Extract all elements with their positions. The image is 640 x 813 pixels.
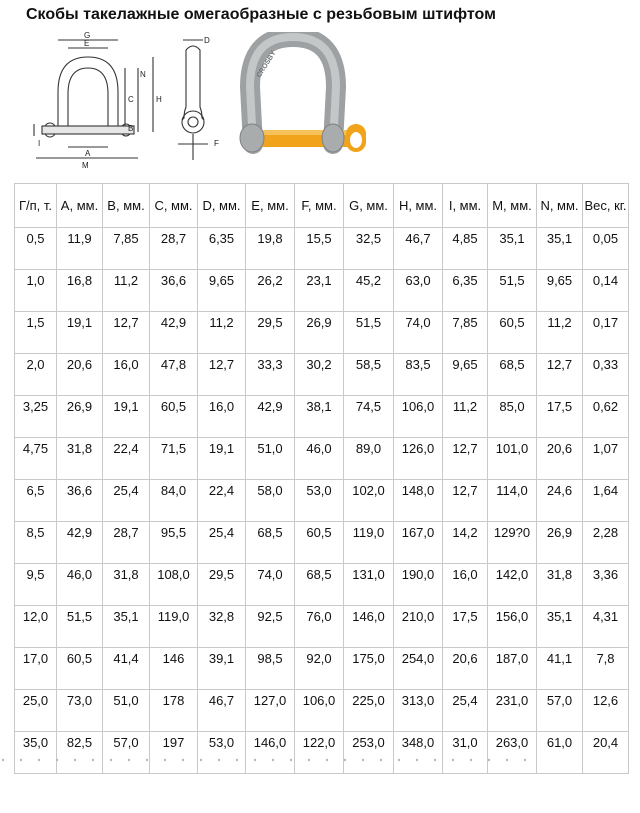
table-cell: 4,85 — [443, 228, 488, 270]
dim-label-a: A — [85, 149, 91, 158]
table-cell: 4,75 — [15, 438, 57, 480]
table-cell: 0,33 — [583, 354, 629, 396]
table-cell: 8,5 — [15, 522, 57, 564]
table-cell: 6,35 — [198, 228, 246, 270]
table-cell: 11,2 — [537, 312, 583, 354]
table-cell: 12,7 — [198, 354, 246, 396]
table-cell: 210,0 — [394, 606, 443, 648]
table-cell: 25,0 — [15, 690, 57, 732]
table-cell: 129?0 — [488, 522, 537, 564]
table-cell: 92,0 — [295, 648, 344, 690]
table-cell: 25,4 — [103, 480, 150, 522]
table-cell: 35,1 — [537, 228, 583, 270]
table-cell: 60,5 — [488, 312, 537, 354]
table-cell: 108,0 — [150, 564, 198, 606]
table-cell: 35,1 — [537, 606, 583, 648]
table-cell: 29,5 — [198, 564, 246, 606]
table-cell: 60,5 — [295, 522, 344, 564]
table-cell: 39,1 — [198, 648, 246, 690]
table-cell: 92,5 — [246, 606, 295, 648]
table-cell: 6,5 — [15, 480, 57, 522]
table-cell: 42,9 — [57, 522, 103, 564]
separator-dot — [200, 759, 202, 761]
table-cell: 102,0 — [344, 480, 394, 522]
dim-label-m: M — [82, 161, 89, 170]
table-cell: 0,17 — [583, 312, 629, 354]
table-cell: 190,0 — [394, 564, 443, 606]
table-cell: 46,7 — [198, 690, 246, 732]
col-header: D, мм. — [198, 184, 246, 228]
dim-label-c: C — [128, 95, 134, 104]
table-cell: 17,5 — [537, 396, 583, 438]
shackle-drawings — [28, 32, 628, 182]
separator-dot — [272, 759, 274, 761]
table-cell: 119,0 — [344, 522, 394, 564]
table-cell: 126,0 — [394, 438, 443, 480]
table-cell: 45,2 — [344, 270, 394, 312]
table-cell: 11,2 — [103, 270, 150, 312]
separator-dot — [218, 759, 220, 761]
table-cell: 0,05 — [583, 228, 629, 270]
separator-dot — [416, 759, 418, 761]
table-cell: 53,0 — [295, 480, 344, 522]
separator-dot — [92, 759, 94, 761]
table-cell: 101,0 — [488, 438, 537, 480]
table-cell: 16,0 — [103, 354, 150, 396]
table-cell: 106,0 — [295, 690, 344, 732]
separator-dot — [326, 759, 328, 761]
table-cell: 38,1 — [295, 396, 344, 438]
table-cell: 9,65 — [443, 354, 488, 396]
table-cell: 60,5 — [57, 648, 103, 690]
col-header: E, мм. — [246, 184, 295, 228]
col-header: B, мм. — [103, 184, 150, 228]
table-cell: 167,0 — [394, 522, 443, 564]
table-cell: 187,0 — [488, 648, 537, 690]
table-cell: 51,0 — [103, 690, 150, 732]
table-cell: 175,0 — [344, 648, 394, 690]
table-row — [15, 228, 629, 270]
separator-dot — [236, 759, 238, 761]
table-cell: 24,6 — [537, 480, 583, 522]
table-cell: 51,5 — [57, 606, 103, 648]
page-title: Скобы такелажные омегаобразные с резьбовым штифтом — [26, 6, 496, 23]
table-row — [15, 438, 629, 480]
table-cell: 2,0 — [15, 354, 57, 396]
table-cell: 20,6 — [443, 648, 488, 690]
table-cell: 32,8 — [198, 606, 246, 648]
separator-dot — [308, 759, 310, 761]
col-header: F, мм. — [295, 184, 344, 228]
table-cell: 146,0 — [344, 606, 394, 648]
table-cell: 9,65 — [537, 270, 583, 312]
separator-dot — [254, 759, 256, 761]
col-header: H, мм. — [394, 184, 443, 228]
col-header: N, мм. — [537, 184, 583, 228]
separator-dot — [20, 759, 22, 761]
col-header: C, мм. — [150, 184, 198, 228]
table-cell: 74,0 — [246, 564, 295, 606]
table-row — [15, 732, 629, 774]
table-cell: 253,0 — [344, 732, 394, 774]
table-cell: 31,0 — [443, 732, 488, 774]
table-cell: 51,5 — [488, 270, 537, 312]
table-row — [15, 396, 629, 438]
table-cell: 156,0 — [488, 606, 537, 648]
separator-dot — [128, 759, 130, 761]
table-cell: 11,2 — [198, 312, 246, 354]
table-cell: 29,5 — [246, 312, 295, 354]
table-cell: 61,0 — [537, 732, 583, 774]
table-cell: 98,5 — [246, 648, 295, 690]
table-cell: 3,36 — [583, 564, 629, 606]
table-row — [15, 270, 629, 312]
table-cell: 41,4 — [103, 648, 150, 690]
table-cell: 0,14 — [583, 270, 629, 312]
table-cell: 95,5 — [150, 522, 198, 564]
table-cell: 57,0 — [537, 690, 583, 732]
table-cell: 131,0 — [344, 564, 394, 606]
table-cell: 31,8 — [537, 564, 583, 606]
table-cell: 42,9 — [150, 312, 198, 354]
table-row — [15, 648, 629, 690]
table-cell: 26,9 — [537, 522, 583, 564]
table-cell: 12,6 — [583, 690, 629, 732]
table-cell: 57,0 — [103, 732, 150, 774]
table-cell: 12,0 — [15, 606, 57, 648]
front-view-drawing — [34, 40, 153, 158]
separator-dot — [524, 759, 526, 761]
table-cell: 82,5 — [57, 732, 103, 774]
dim-label-n: N — [140, 70, 146, 79]
table-cell: 68,5 — [295, 564, 344, 606]
separator-dot — [470, 759, 472, 761]
col-header: A, мм. — [57, 184, 103, 228]
table-cell: 85,0 — [488, 396, 537, 438]
table-cell: 127,0 — [246, 690, 295, 732]
separator-dot — [74, 759, 76, 761]
col-header: I, мм. — [443, 184, 488, 228]
separator-dot — [398, 759, 400, 761]
table-cell: 148,0 — [394, 480, 443, 522]
table-row — [15, 564, 629, 606]
table-cell: 35,1 — [103, 606, 150, 648]
table-cell: 20,6 — [537, 438, 583, 480]
table-cell: 12,7 — [443, 480, 488, 522]
shackle-photo — [240, 37, 366, 152]
table-row — [15, 522, 629, 564]
separator-dot — [146, 759, 148, 761]
table-cell: 42,9 — [246, 396, 295, 438]
table-cell: 83,5 — [394, 354, 443, 396]
table-cell: 1,5 — [15, 312, 57, 354]
table-cell: 0,62 — [583, 396, 629, 438]
table-cell: 73,0 — [57, 690, 103, 732]
table-cell: 146 — [150, 648, 198, 690]
table-cell: 12,7 — [103, 312, 150, 354]
table-cell: 11,9 — [57, 228, 103, 270]
table-cell: 19,8 — [246, 228, 295, 270]
table-cell: 254,0 — [394, 648, 443, 690]
table-cell: 142,0 — [488, 564, 537, 606]
table-cell: 36,6 — [150, 270, 198, 312]
table-cell: 16,0 — [443, 564, 488, 606]
table-cell: 46,7 — [394, 228, 443, 270]
table-cell: 2,28 — [583, 522, 629, 564]
table-cell: 15,5 — [295, 228, 344, 270]
separator-dot — [488, 759, 490, 761]
table-cell: 41,1 — [537, 648, 583, 690]
table-cell: 9,65 — [198, 270, 246, 312]
separator-dot — [452, 759, 454, 761]
table-cell: 20,4 — [583, 732, 629, 774]
separator-dot — [362, 759, 364, 761]
table-cell: 146,0 — [246, 732, 295, 774]
table-cell: 197 — [150, 732, 198, 774]
table-row — [15, 480, 629, 522]
separator-dot — [290, 759, 292, 761]
table-cell: 71,5 — [150, 438, 198, 480]
table-cell: 31,8 — [103, 564, 150, 606]
table-cell: 114,0 — [488, 480, 537, 522]
table-cell: 19,1 — [198, 438, 246, 480]
table-cell: 20,6 — [57, 354, 103, 396]
table-cell: 19,1 — [57, 312, 103, 354]
separator-dot — [164, 759, 166, 761]
table-cell: 225,0 — [344, 690, 394, 732]
table-cell: 35,0 — [15, 732, 57, 774]
table-cell: 84,0 — [150, 480, 198, 522]
table-cell: 16,8 — [57, 270, 103, 312]
table-cell: 46,0 — [295, 438, 344, 480]
col-header: Вес, кг. — [583, 184, 629, 228]
table-cell: 68,5 — [488, 354, 537, 396]
table-cell: 6,35 — [443, 270, 488, 312]
separator-dot — [38, 759, 40, 761]
table-cell: 9,5 — [15, 564, 57, 606]
table-cell: 63,0 — [394, 270, 443, 312]
table-cell: 12,7 — [443, 438, 488, 480]
dim-label-d: D — [204, 36, 210, 45]
table-cell: 30,2 — [295, 354, 344, 396]
table-cell: 7,85 — [443, 312, 488, 354]
table-cell: 17,5 — [443, 606, 488, 648]
table-cell: 60,5 — [150, 396, 198, 438]
dotted-separator — [0, 755, 640, 765]
table-cell: 32,5 — [344, 228, 394, 270]
separator-dot — [110, 759, 112, 761]
table-cell: 14,2 — [443, 522, 488, 564]
table-cell: 51,5 — [344, 312, 394, 354]
table-cell: 26,9 — [295, 312, 344, 354]
table-cell: 26,2 — [246, 270, 295, 312]
table-cell: 89,0 — [344, 438, 394, 480]
table-cell: 0,5 — [15, 228, 57, 270]
specs-table-body — [15, 228, 629, 774]
table-cell: 263,0 — [488, 732, 537, 774]
table-cell: 74,5 — [344, 396, 394, 438]
table-cell: 26,9 — [57, 396, 103, 438]
separator-dot — [56, 759, 58, 761]
separator-dot — [182, 759, 184, 761]
table-cell: 17,0 — [15, 648, 57, 690]
dim-label-b: B — [128, 124, 134, 133]
dim-label-f: F — [214, 139, 219, 148]
table-cell: 28,7 — [103, 522, 150, 564]
separator-dot — [506, 759, 508, 761]
table-cell: 7,85 — [103, 228, 150, 270]
separator-dot — [434, 759, 436, 761]
separator-dot — [344, 759, 346, 761]
table-cell: 46,0 — [57, 564, 103, 606]
col-header: M, мм. — [488, 184, 537, 228]
table-row — [15, 312, 629, 354]
table-cell: 22,4 — [198, 480, 246, 522]
table-cell: 313,0 — [394, 690, 443, 732]
specs-table — [14, 183, 629, 774]
table-cell: 231,0 — [488, 690, 537, 732]
table-cell: 122,0 — [295, 732, 344, 774]
col-header: G, мм. — [344, 184, 394, 228]
table-cell: 1,07 — [583, 438, 629, 480]
table-cell: 16,0 — [198, 396, 246, 438]
table-cell: 23,1 — [295, 270, 344, 312]
table-cell: 1,64 — [583, 480, 629, 522]
table-cell: 35,1 — [488, 228, 537, 270]
table-cell: 51,0 — [246, 438, 295, 480]
table-cell: 25,4 — [443, 690, 488, 732]
table-cell: 11,2 — [443, 396, 488, 438]
table-cell: 4,31 — [583, 606, 629, 648]
table-cell: 348,0 — [394, 732, 443, 774]
table-cell: 31,8 — [57, 438, 103, 480]
dim-label-e: E — [84, 39, 90, 48]
col-header: Г/п, т. — [15, 184, 57, 228]
table-cell: 74,0 — [394, 312, 443, 354]
table-row — [15, 690, 629, 732]
dim-label-g: G — [84, 32, 91, 40]
table-cell: 36,6 — [57, 480, 103, 522]
table-cell: 178 — [150, 690, 198, 732]
table-cell: 76,0 — [295, 606, 344, 648]
table-cell: 19,1 — [103, 396, 150, 438]
header-row — [15, 184, 629, 228]
table-row — [15, 606, 629, 648]
table-cell: 53,0 — [198, 732, 246, 774]
table-cell: 33,3 — [246, 354, 295, 396]
separator-dot — [380, 759, 382, 761]
table-cell: 7,8 — [583, 648, 629, 690]
table-cell: 1,0 — [15, 270, 57, 312]
side-view-drawing — [178, 40, 208, 160]
table-cell: 28,7 — [150, 228, 198, 270]
table-cell: 47,8 — [150, 354, 198, 396]
table-cell: 25,4 — [198, 522, 246, 564]
dim-label-h: H — [156, 95, 162, 104]
photo-brand-text: CROSBY — [255, 49, 278, 80]
table-cell: 22,4 — [103, 438, 150, 480]
table-cell: 58,0 — [246, 480, 295, 522]
table-cell: 3,25 — [15, 396, 57, 438]
table-cell: 12,7 — [537, 354, 583, 396]
table-row — [15, 354, 629, 396]
separator-dot — [2, 759, 4, 761]
table-cell: 106,0 — [394, 396, 443, 438]
dim-label-i: I — [38, 139, 41, 148]
table-cell: 58,5 — [344, 354, 394, 396]
table-cell: 68,5 — [246, 522, 295, 564]
table-cell: 119,0 — [150, 606, 198, 648]
